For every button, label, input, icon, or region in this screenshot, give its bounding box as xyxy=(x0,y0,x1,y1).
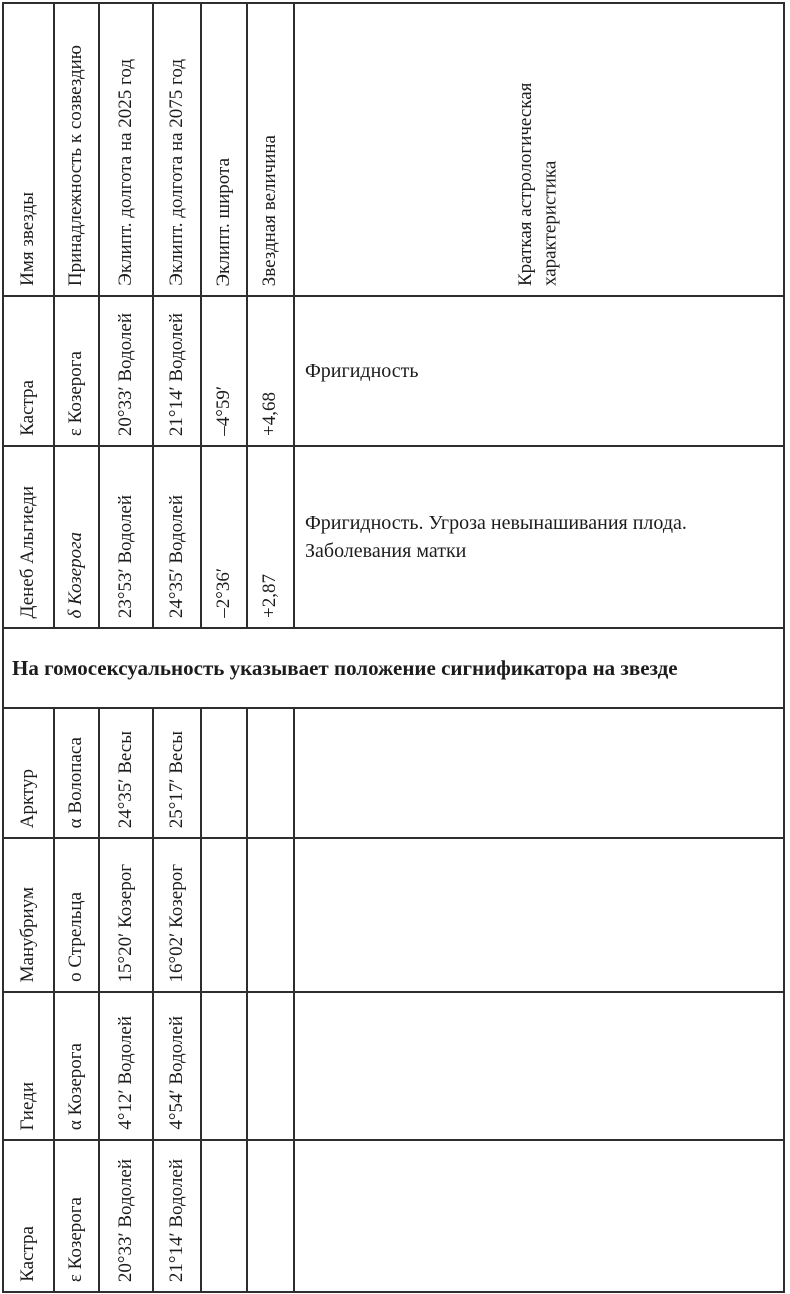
cell-star-name: Денеб Альгиеди xyxy=(4,447,55,629)
cell-constellation: α Козерога xyxy=(55,993,100,1141)
cell-magnitude xyxy=(248,993,295,1141)
cell-magnitude xyxy=(248,1141,295,1291)
col-header-star-name-label: Имя звезды xyxy=(17,192,39,286)
star-astrology-table xyxy=(2,2,785,1293)
cell-constellation: δ Козерога xyxy=(55,447,100,629)
cell-characteristic xyxy=(295,839,783,993)
col-header-constellation-label: Принадлежность к созвездию xyxy=(65,44,87,286)
cell-latitude xyxy=(202,709,248,839)
note-row-text: На гомосексуальность указывает положение сигнификатора на звезде xyxy=(12,655,678,680)
cell-latitude: –4°59′ xyxy=(202,297,248,447)
cell-latitude xyxy=(202,1141,248,1291)
cell-longitude-2075: 21°14′ Водолей xyxy=(154,1141,202,1291)
col-header-constellation xyxy=(55,4,100,297)
cell-characteristic xyxy=(295,993,783,1141)
note-row xyxy=(4,629,783,709)
cell-constellation: α Волопаса xyxy=(55,709,100,839)
cell-magnitude xyxy=(248,839,295,993)
cell-constellation: о Стрельца xyxy=(55,839,100,993)
cell-star-name: Кастра xyxy=(4,297,55,447)
cell-star-name: Арктур xyxy=(4,709,55,839)
col-header-longitude-2025-label: Эклипт. долгота на 2025 год xyxy=(114,59,136,286)
cell-longitude-2075: 24°35′ Водолей xyxy=(154,447,202,629)
cell-characteristic xyxy=(295,709,783,839)
cell-star-name: Гиеди xyxy=(4,993,55,1141)
cell-longitude-2025: 23°53′ Водолей xyxy=(100,447,154,629)
cell-longitude-2025: 4°12′ Водолей xyxy=(100,993,154,1141)
cell-magnitude: +4,68 xyxy=(248,297,295,447)
cell-star-name: Кастра xyxy=(4,1141,55,1291)
col-header-characteristic xyxy=(295,4,783,297)
cell-star-name: Манубриум xyxy=(4,839,55,993)
cell-characteristic xyxy=(295,1141,783,1291)
cell-characteristic: Фригидность. Угроза невынашивания плода. Заболевания матки xyxy=(295,447,783,629)
col-header-latitude xyxy=(202,4,248,297)
col-header-star-name xyxy=(4,4,55,297)
cell-longitude-2025: 20°33′ Водолей xyxy=(100,297,154,447)
cell-characteristic: Фригидность xyxy=(295,297,783,447)
col-header-longitude-2075-label: Эклипт. долгота на 2075 год xyxy=(165,59,187,286)
col-header-magnitude-label: Звездная величина xyxy=(259,134,281,286)
cell-longitude-2075: 21°14′ Водолей xyxy=(154,297,202,447)
cell-latitude xyxy=(202,993,248,1141)
col-header-longitude-2075 xyxy=(154,4,202,297)
cell-longitude-2075: 4°54′ Водолей xyxy=(154,993,202,1141)
col-header-characteristic-label: Краткая астрологическая характеристика xyxy=(515,82,561,286)
cell-longitude-2025: 20°33′ Водолей xyxy=(100,1141,154,1291)
cell-constellation: ε Козерога xyxy=(55,1141,100,1291)
col-header-latitude-label: Эклипт. широта xyxy=(212,157,234,286)
cell-longitude-2025: 24°35′ Весы xyxy=(100,709,154,839)
cell-magnitude: +2,87 xyxy=(248,447,295,629)
cell-longitude-2025: 15°20′ Козерог xyxy=(100,839,154,993)
cell-latitude: –2°36′ xyxy=(202,447,248,629)
col-header-longitude-2025 xyxy=(100,4,154,297)
cell-constellation: ε Козерога xyxy=(55,297,100,447)
cell-latitude xyxy=(202,839,248,993)
cell-longitude-2075: 25°17′ Весы xyxy=(154,709,202,839)
cell-magnitude xyxy=(248,709,295,839)
col-header-magnitude xyxy=(248,4,295,297)
cell-longitude-2075: 16°02′ Козерог xyxy=(154,839,202,993)
